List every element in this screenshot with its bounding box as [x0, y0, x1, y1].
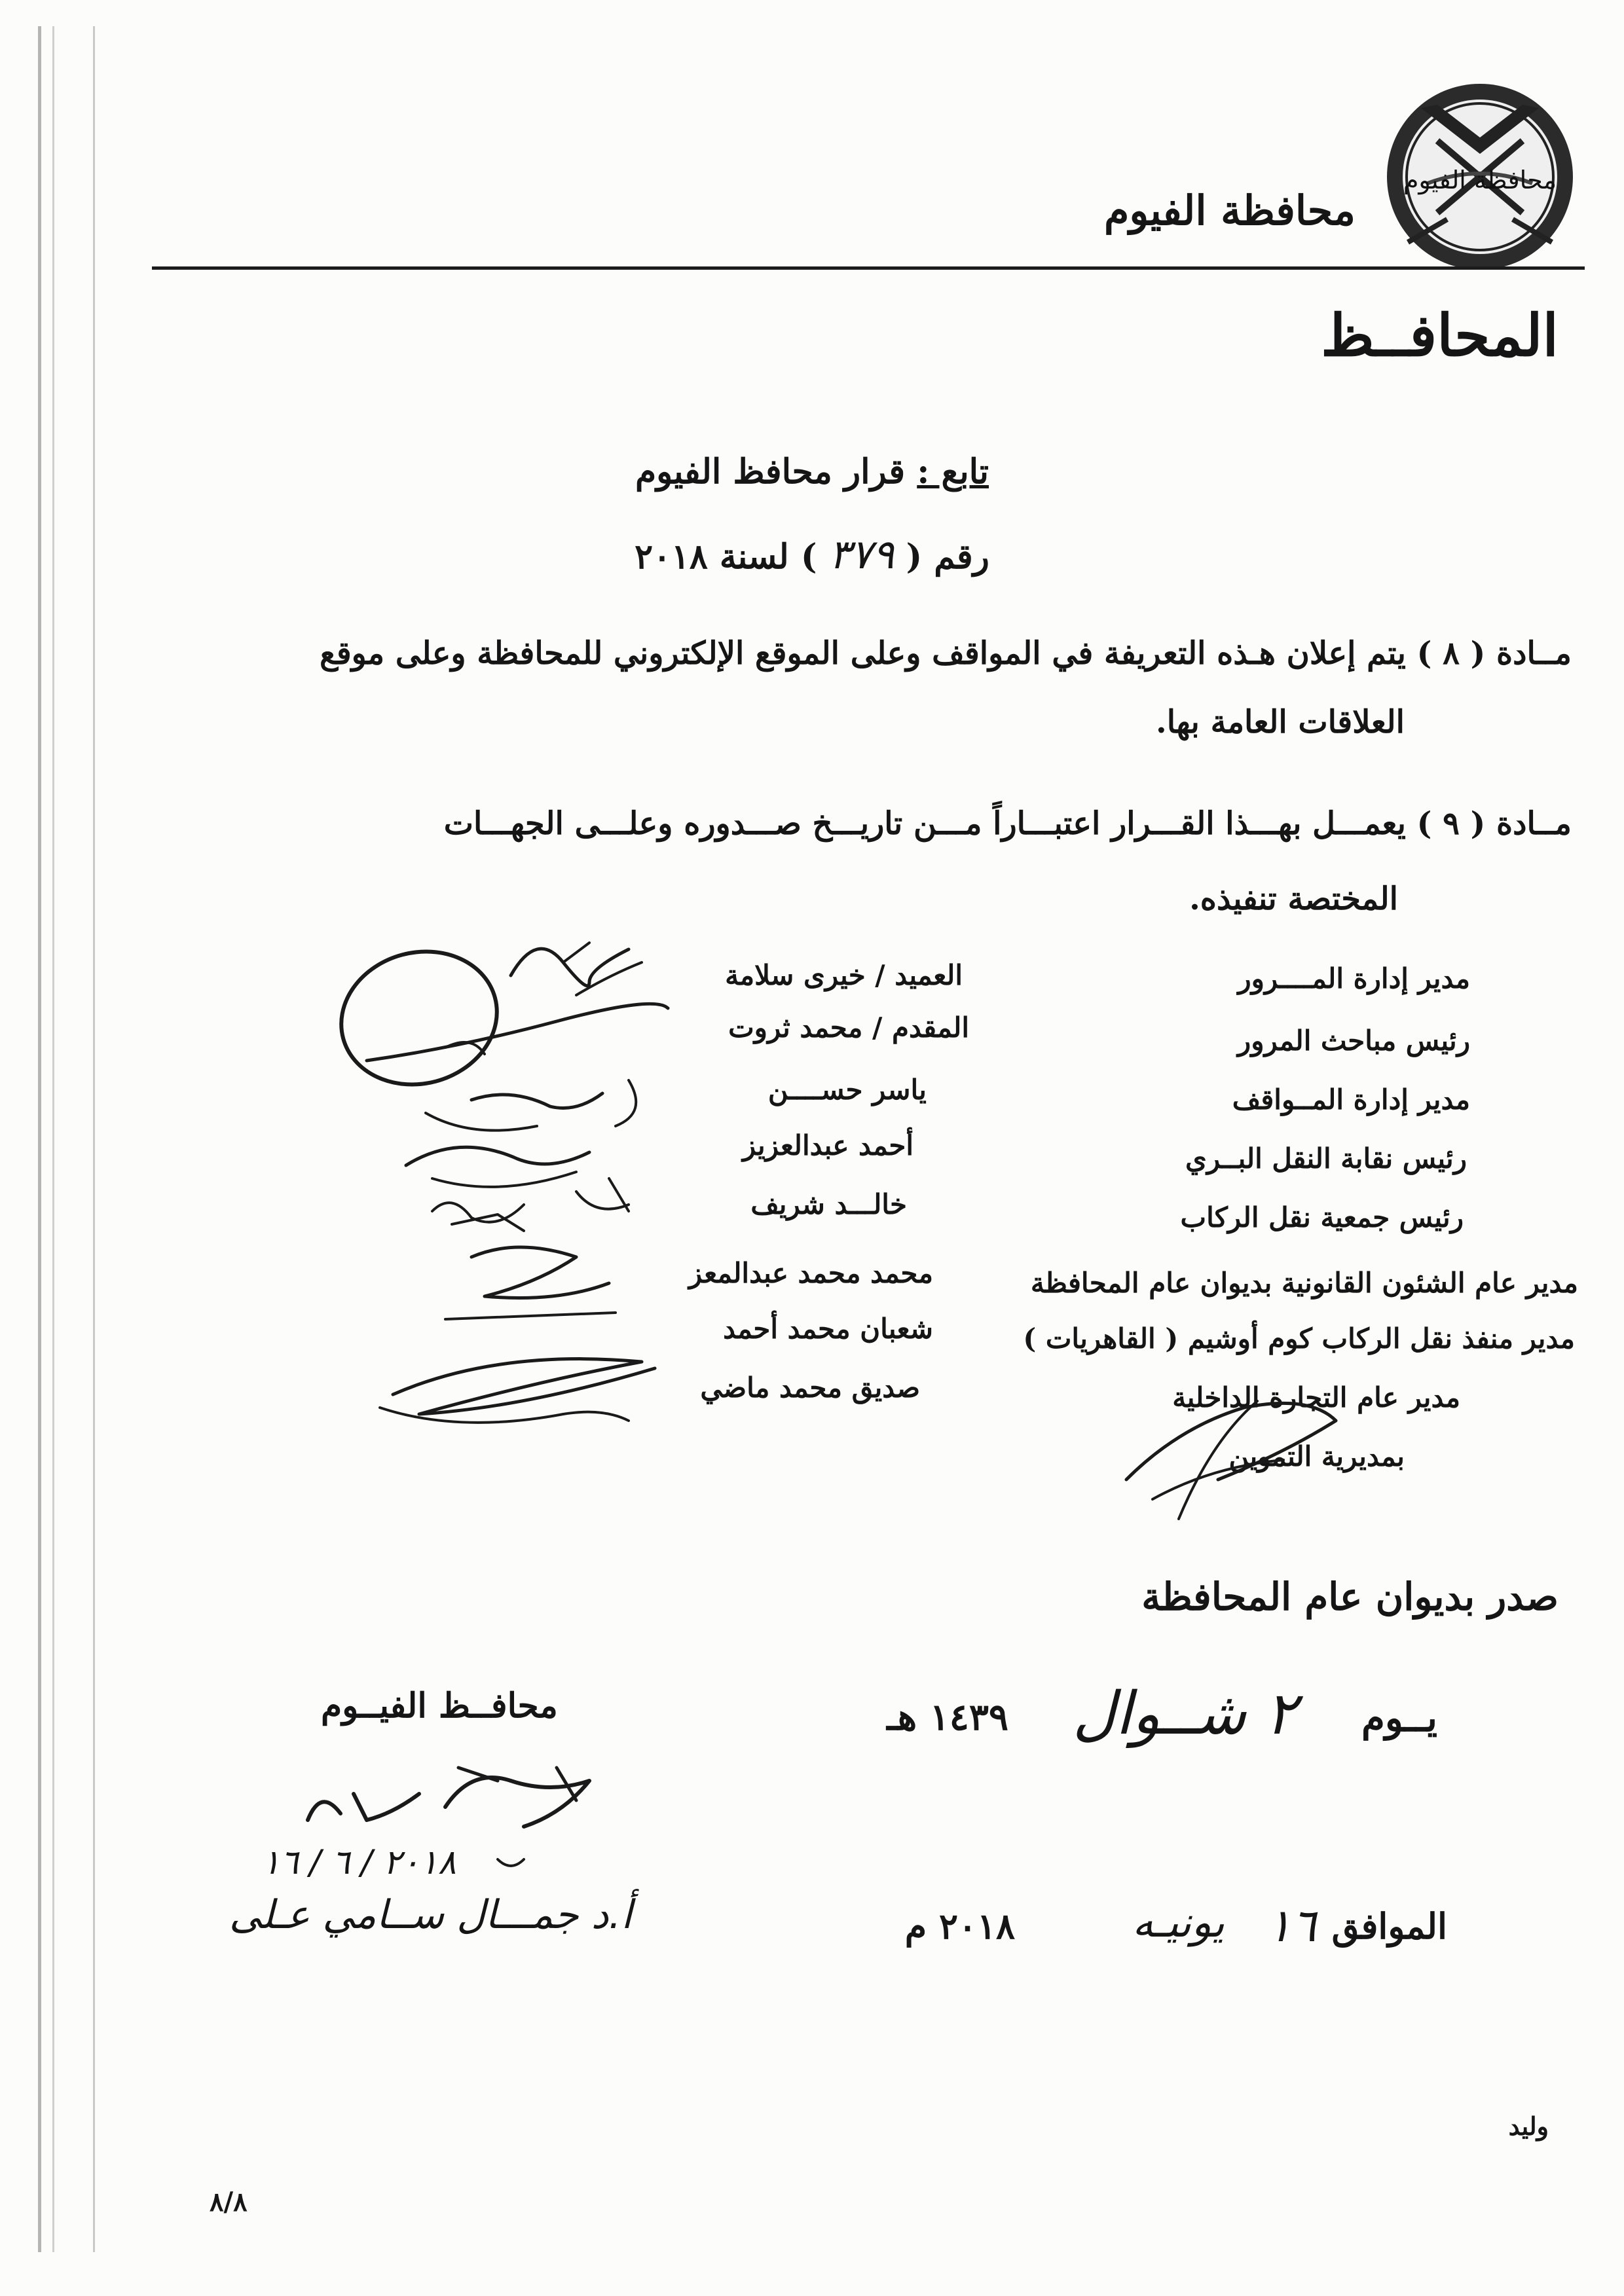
gregorian-month-handwritten: يونيـه — [1132, 1899, 1225, 1947]
signatory-name: ياسر حســــن — [767, 1074, 927, 1106]
signatory-role: بمديرية التموين — [1228, 1440, 1405, 1472]
page-number: ٨/٨ — [210, 2187, 248, 2217]
signature-land-transport-union — [406, 1147, 589, 1187]
article-8-line-2: العلاقات العامة بها. — [1156, 704, 1405, 740]
article-9-line-2: المختصة تنفيذه. — [1189, 881, 1398, 917]
typist-initial: وليد — [1508, 2111, 1549, 2141]
governorate-seal-logo — [1382, 79, 1578, 275]
scan-edge-line — [38, 26, 41, 2252]
governorate-name: محافظة الفيوم — [1103, 187, 1356, 234]
signatory-name: صديق محمد ماضي — [700, 1372, 920, 1404]
article-9-line-1: مــادة ( ٩ ) يعمـــل بهـــذا القـــرار اعتبـــاراً مـــن تاريـــخ صـــدوره وعلـــى الجهـــات — [443, 805, 1572, 842]
hijri-day-label: يــوم — [1361, 1696, 1437, 1740]
issued-at: صدر بديوان عام المحافظة — [1141, 1575, 1559, 1619]
signatory-name: شعبان محمد أحمد — [723, 1313, 933, 1345]
signatory-name: العميد / خيرى سلامة — [725, 959, 963, 991]
signatory-role: رئيس نقابة النقل البــري — [1185, 1142, 1467, 1175]
signer-name: أ.د جمـــال ســامي عـلى — [229, 1892, 633, 1938]
gregorian-label: الموافق — [1331, 1905, 1447, 1947]
scan-edge-line — [52, 26, 54, 2252]
header-rule — [152, 266, 1585, 270]
signature-parking-director — [426, 1080, 636, 1131]
signatory-name: أحمد عبدالعزيز — [742, 1129, 913, 1161]
signature-traffic-director — [326, 934, 668, 1101]
signatory-role: مدير عام التجارة الداخلية — [1172, 1381, 1460, 1413]
gregorian-year: ٢٠١٨ م — [904, 1905, 1015, 1947]
decision-number-value: ٣٧٩ — [828, 530, 895, 578]
decision-number-suffix: ) لسنة ٢٠١٨ — [635, 537, 817, 577]
gregorian-day-handwritten: ١٦ — [1266, 1899, 1316, 1952]
signatory-role: مدير منفذ نقل الركاب كوم أوشيم ( القاهريات ) — [1023, 1322, 1575, 1355]
scan-edge-line — [93, 26, 95, 2252]
signer-title: محافــظ الفيــوم — [321, 1686, 558, 1726]
decision-number — [0, 530, 1624, 578]
signature-bus-terminal — [380, 1359, 655, 1423]
seal-text: محافظة الفيوم — [1403, 166, 1557, 194]
signature-date: ٢٠١٨ / ٦ / ١٦ — [262, 1843, 456, 1882]
decision-title: قرار محافظ الفيوم — [635, 452, 906, 492]
signatory-name: خالـــد شريف — [750, 1188, 907, 1220]
signatory-role: رئيس جمعية نقل الركاب — [1180, 1201, 1464, 1233]
signature-passenger-association — [432, 1178, 629, 1231]
office-title: المحافــظ — [1321, 301, 1559, 369]
hijri-date-handwritten: ٢ شــوال — [1073, 1679, 1297, 1748]
article-8-line-1: مــادة ( ٨ ) يتم إعلان هـذه التعريفة في المواقف وعلى الموقع الإلكتروني للمحافظة وعلى موقع — [320, 635, 1572, 672]
signatory-role: مدير عام الشئون القانونية بديوان عام المحافظة — [1030, 1267, 1578, 1299]
continuation-label: تابع : — [917, 452, 989, 492]
signatory-role: رئيس مباحث المرور — [1237, 1025, 1470, 1057]
signatory-role: مدير إدارة المــواقف — [1232, 1084, 1470, 1116]
signatory-name: المقدم / محمد ثروت — [728, 1011, 969, 1044]
signature-legal-affairs — [445, 1247, 616, 1319]
signatory-role: مدير إدارة المــــرور — [1238, 962, 1470, 994]
hijri-year: ١٤٣٩ هـ — [887, 1696, 1008, 1739]
signatory-name: محمد محمد عبدالمعز — [688, 1257, 933, 1289]
decision-number-prefix: رقم ( — [906, 537, 989, 577]
decision-heading — [0, 452, 1624, 492]
